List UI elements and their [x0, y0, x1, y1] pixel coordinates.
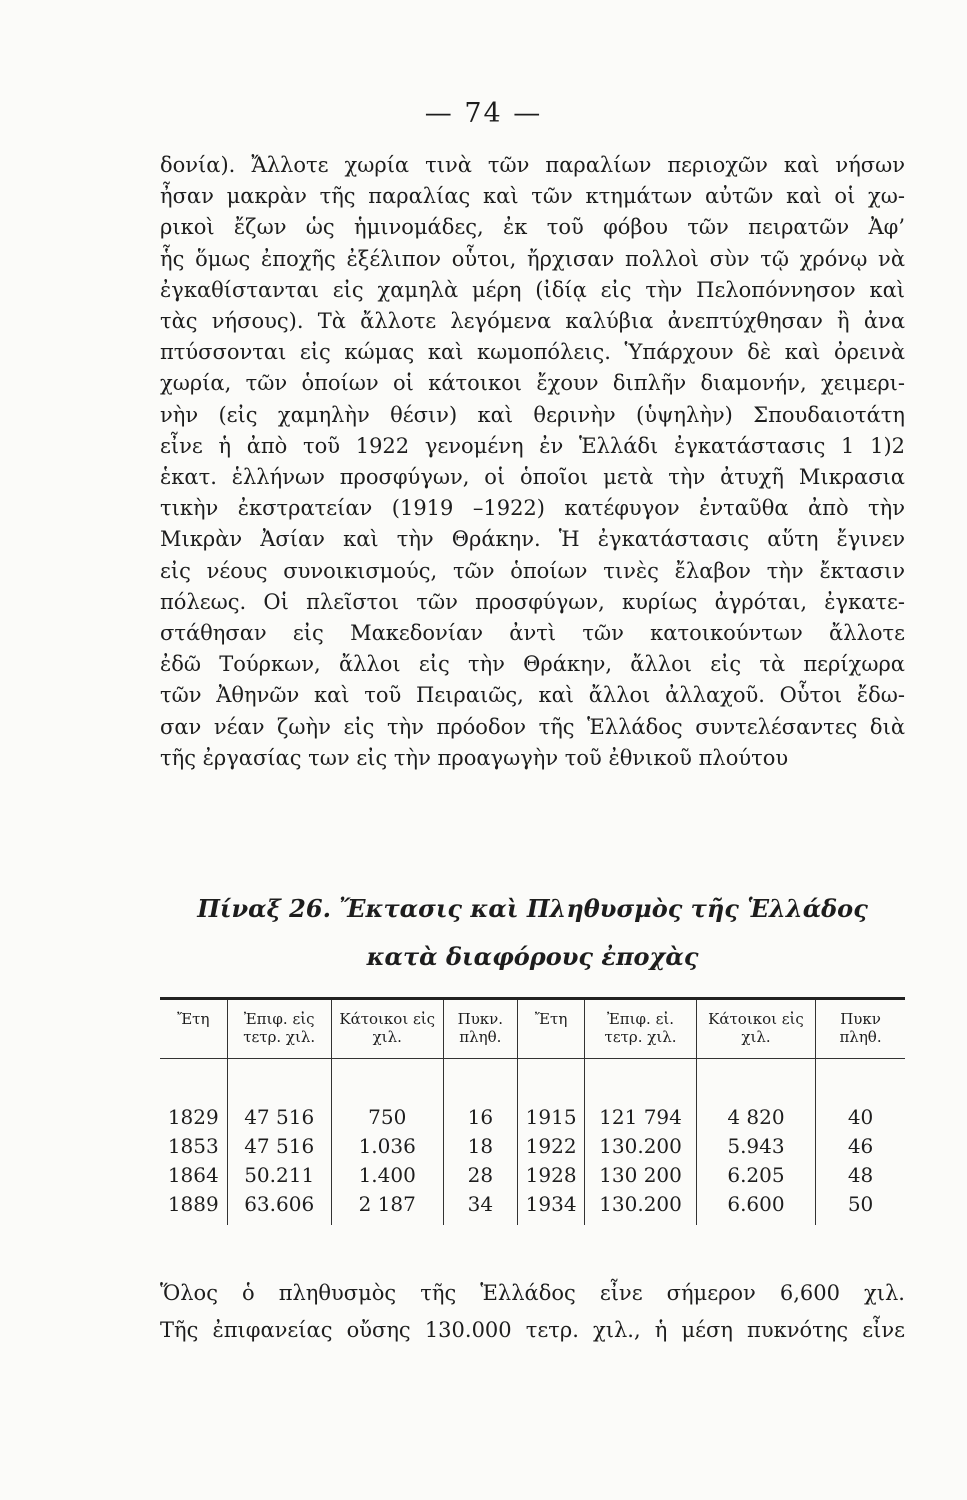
paragraph-line: εἶνε ἡ ἀπὸ τοῦ 1922 γενομένη ἐν Ἑλλάδι ἐγκατάστασις 1 1)2 — [160, 433, 905, 458]
closing-line: Τῆς ἐπιφανείας οὔσης 130.000 τετρ. χιλ., ἡ μέση πυκνότης εἶνε — [160, 1318, 905, 1342]
header-cell: Πυκν πληθ. — [839, 1010, 882, 1046]
table-subtitle-line: κατὰ διαφόρους ἐποχὰς — [366, 942, 699, 971]
page-number: — 74 — — [424, 98, 543, 129]
table-title-line: Πίναξ 26. Ἔκτασις καὶ Πληθυσμὸς τῆς Ἑλλάδος — [197, 894, 868, 923]
table-cell: 1922 — [518, 1132, 585, 1161]
table-cell: 130 200 — [585, 1161, 697, 1190]
paragraph-line: ἑκατ. ἑλλήνων προσφύγων, οἱ ὁποῖοι μετὰ τὴν ἀτυχῆ Μικρασια — [160, 465, 905, 490]
header-cell: Κάτοικοι εἰς χιλ. — [331, 999, 443, 1059]
table-row — [160, 1190, 905, 1225]
table-cell: 5.943 — [696, 1132, 815, 1161]
paragraph-line: εἰς νέους συνοικισμούς, τῶν ὁποίων τινὲς ἔλαβον τὴν ἔκτασιν — [160, 558, 905, 583]
paragraph-line: ἦσαν μακρὰν τῆς παραλίας καὶ τῶν κτημάτων αὐτῶν καὶ οἱ χω- — [160, 184, 905, 209]
closing-paragraph — [160, 1275, 905, 1349]
header-cell: Κάτοικοι εἰς χιλ. — [696, 999, 815, 1059]
paragraph-line: δονία). Ἄλλοτε χωρία τινὰ τῶν παραλίων περιοχῶν καὶ νήσων — [160, 153, 905, 177]
table-cell: 63.606 — [227, 1190, 331, 1225]
table-cell: 130.200 — [585, 1132, 697, 1161]
table-row — [160, 1132, 905, 1161]
paragraph-line: χωρία, τῶν ὁποίων οἱ κάτοικοι ἔχουν διπλῆν διαμονήν, χειμερι- — [160, 371, 905, 396]
table-cell: 6.600 — [696, 1190, 815, 1225]
header-cell: Ἔτη — [160, 999, 227, 1059]
table-cell: 121 794 — [585, 1059, 697, 1133]
paragraph-line: σαν νέαν ζωὴν εἰς τὴν πρόοδον τῆς Ἑλλάδος συντελέσαντες διὰ — [160, 714, 905, 739]
paragraph-line: ἐδῶ Τούρκων, ἄλλοι εἰς τὴν Θράκην, ἄλλοι εἰς τὰ περίχωρα — [160, 652, 905, 677]
paragraph-line: στάθησαν εἰς Μακεδονίαν ἀντὶ τῶν κατοικούντων ἄλλοτε — [160, 621, 905, 646]
table-cell: 1889 — [160, 1190, 227, 1225]
table-row — [160, 1161, 905, 1190]
paragraph-line: νὴν (εἰς χαμηλὴν θέσιν) καὶ θερινὴν (ὑψηλὴν) Σπουδαιοτάτη — [160, 402, 905, 427]
table-cell: 34 — [443, 1190, 518, 1225]
paragraph-line: ἐγκαθίστανται εἰς χαμηλὰ μέρη (ἰδίᾳ εἰς τὴν Πελοπόννησον καὶ — [160, 277, 905, 302]
header-cell: Ἐπιφ. εἰ. τετρ. χιλ. — [585, 999, 697, 1059]
paragraph-line: τικὴν ἐκστρατείαν (1919 –1922) κατέφυγον ἐνταῦθα ἀπὸ τὴν — [160, 496, 905, 521]
table-cell: 16 — [443, 1059, 518, 1133]
table-cell: 48 — [847, 1163, 874, 1187]
table-cell: 28 — [443, 1161, 518, 1190]
paragraph-line: Μικρὰν Ἀσίαν καὶ τὴν Θράκην. Ἡ ἐγκατάστασις αὕτη ἔγινεν — [160, 527, 905, 552]
paragraph-line: ἧς ὅμως ἐποχῆς ἐξέλιπον οὗτοι, ἤρχισαν πολλοὶ σὺν τῷ χρόνῳ νὰ — [160, 246, 905, 271]
table-row — [160, 1059, 905, 1133]
header-cell: Πυκν. πληθ. — [443, 999, 518, 1059]
table-cell: 18 — [443, 1132, 518, 1161]
closing-line: Ὅλος ὁ πληθυσμὸς τῆς Ἑλλάδος εἶνε σήμερον 6,600 χιλ. — [160, 1281, 905, 1305]
table-cell: 47 516 — [227, 1059, 331, 1133]
paragraph-line: πτύσσονται εἰς κώμας καὶ κωμοπόλεις. Ὑπάρχουν δὲ καὶ ὀρεινὰ — [160, 340, 905, 365]
table-cell: 47 516 — [227, 1132, 331, 1161]
table-cell: 130.200 — [585, 1190, 697, 1225]
table-cell: 1864 — [160, 1161, 227, 1190]
table-cell: 1.036 — [331, 1132, 443, 1161]
paragraph-line: πόλεως. Οἱ πλεῖστοι τῶν προσφύγων, κυρίως ἀγρόται, ἐγκατε- — [160, 589, 905, 614]
table-cell: 750 — [331, 1059, 443, 1133]
header-cell: Ἐπιφ. εἰς τετρ. χιλ. — [227, 999, 331, 1059]
table-cell: 6.205 — [696, 1161, 815, 1190]
table-cell: 1829 — [160, 1059, 227, 1133]
table-cell: 50.211 — [227, 1161, 331, 1190]
paragraph-line: τῆς ἐργασίας των εἰς τὴν προαγωγὴν τοῦ ἐθνικοῦ πλούτου — [160, 745, 789, 770]
table-cell: 1934 — [518, 1190, 585, 1225]
table-cell: 1928 — [518, 1161, 585, 1190]
paragraph-line: τὰς νήσους). Τὰ ἄλλοτε λεγόμενα καλύβια ἀνεπτύχθησαν ἢ ἀνα — [160, 309, 905, 334]
body-paragraph — [160, 150, 905, 774]
table-cell: 1853 — [160, 1132, 227, 1161]
table-cell: 1.400 — [331, 1161, 443, 1190]
table-cell: 2 187 — [331, 1190, 443, 1225]
header-cell: Ἔτη — [518, 999, 585, 1059]
table-cell: 4 820 — [696, 1059, 815, 1133]
paragraph-line: ρικοὶ ἔζων ὡς ἡμινομάδες, ἐκ τοῦ φόβου τῶν πειρατῶν Ἀφ’ — [160, 215, 905, 240]
population-table — [160, 997, 905, 1225]
table-cell: 1915 — [518, 1059, 585, 1133]
table-title — [160, 885, 905, 981]
table-cell: 46 — [847, 1134, 874, 1158]
table-header-row — [160, 999, 905, 1059]
table-cell: 50 — [847, 1192, 874, 1216]
table-cell: 40 — [847, 1105, 874, 1129]
paragraph-line: τῶν Ἀθηνῶν καὶ τοῦ Πειραιῶς, καὶ ἄλλοι ἀλλαχοῦ. Οὗτοι ἔδω- — [160, 683, 905, 708]
